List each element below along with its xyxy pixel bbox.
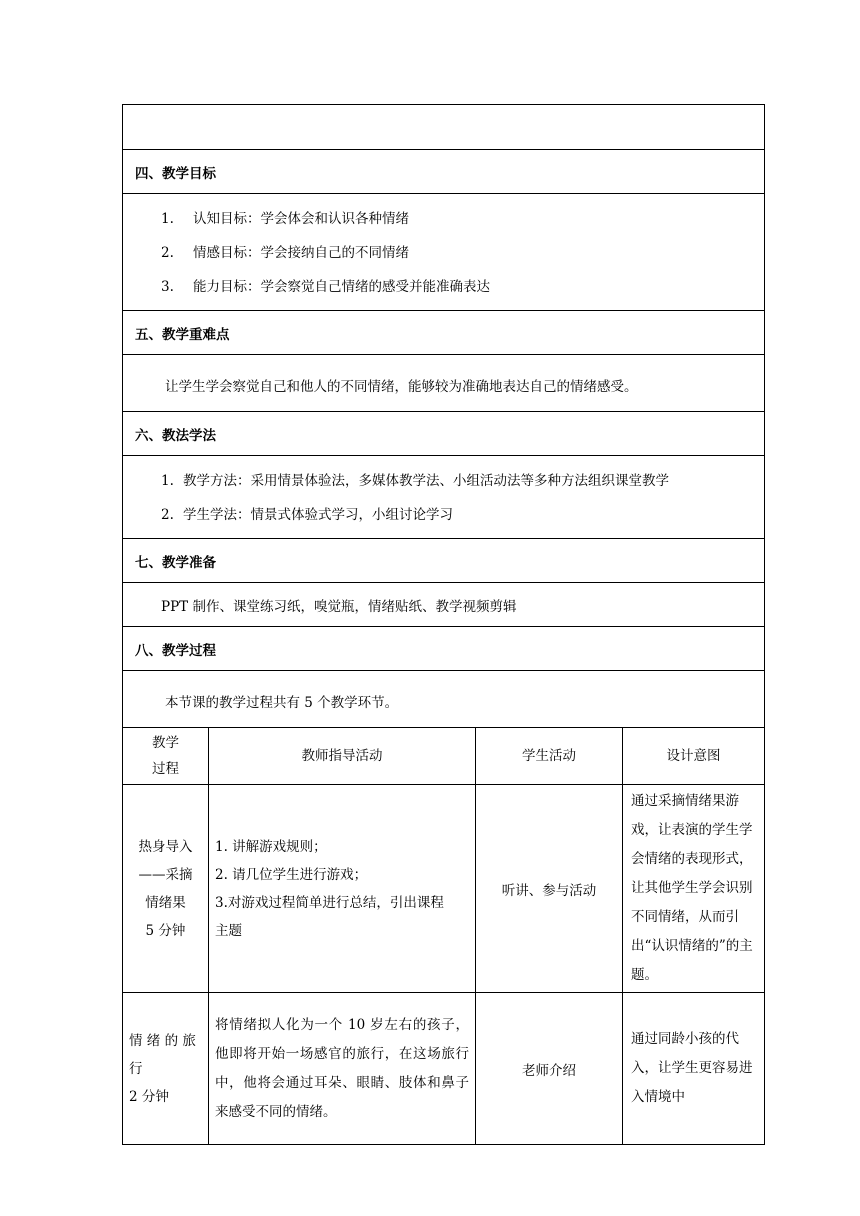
section-header-goals [123, 150, 765, 194]
table-row [123, 785, 765, 993]
methods-list [123, 456, 765, 539]
header-student: 学生活动 [476, 728, 623, 785]
empty-row [123, 105, 765, 150]
section-title: 五、教学重难点 [123, 311, 765, 355]
key-points-text: 让学生学会察觉自己和他人的不同情绪，能够较为准确地表达自己的情绪感受。 [123, 355, 765, 412]
section-header-methods [123, 412, 765, 456]
stage-cell: 热身导入 ——采摘 情绪果 5 分钟 [123, 785, 209, 993]
list-item: 3. 能力目标：学会察觉自己情绪的感受并能准确表达 [161, 279, 490, 295]
lesson-plan-document [122, 104, 764, 1145]
header-stage: 教学 过程 [123, 728, 209, 785]
list-item: 1. 认知目标：学会体会和认识各种情绪 [161, 211, 409, 227]
list-item: 2. 情感目标：学会接纳自己的不同情绪 [161, 245, 409, 261]
teacher-activity-cell: 1. 讲解游戏规则； 2. 请几位学生进行游戏； 3.对游戏过程简单进行总结，引出课程 主题 [209, 785, 476, 993]
teacher-activity-cell: 将情绪拟人化为一个 10 岁左右的孩子，他即将开始一场感官的旅行，在这场旅行中，他将会通过耳朵、眼睛、肢体和鼻子来感受不同的情绪。 [209, 993, 476, 1145]
process-table-header [123, 728, 765, 785]
section-title: 六、教法学法 [123, 412, 765, 456]
preparation-text: PPT 制作、课堂练习纸，嗅觉瓶，情绪贴纸、教学视频剪辑 [123, 583, 765, 627]
section-title: 四、教学目标 [123, 150, 765, 194]
goals-list [123, 194, 765, 311]
section-header-process [123, 627, 765, 671]
student-activity-cell: 老师介绍 [476, 993, 623, 1145]
section-header-preparation [123, 539, 765, 583]
design-intent-cell: 通过同龄小孩的代入，让学生更容易进入情境中 [623, 993, 765, 1145]
header-teacher: 教师指导活动 [209, 728, 476, 785]
list-item: 1. 教学方法：采用情景体验法，多媒体教学法、小组活动法等多种方法组织课堂教学 [161, 473, 669, 489]
header-intent: 设计意图 [623, 728, 765, 785]
design-intent-cell: 通过采摘情绪果游戏，让表演的学生学会情绪的表现形式，让其他学生学会识别不同情绪，从而引出“认识情绪的”的主题。 [623, 785, 765, 993]
section-title: 八、教学过程 [123, 627, 765, 671]
student-activity-cell: 听讲、参与活动 [476, 785, 623, 993]
section-header-key-points [123, 311, 765, 355]
table-row [123, 993, 765, 1145]
stage-cell: 情 绪 的 旅 行 2 分钟 [123, 993, 209, 1145]
section-title: 七、教学准备 [123, 539, 765, 583]
list-item: 2. 学生学法：情景式体验式学习，小组讨论学习 [161, 507, 453, 523]
lesson-plan-table [122, 104, 765, 1145]
process-intro: 本节课的教学过程共有 5 个教学环节。 [123, 671, 765, 728]
